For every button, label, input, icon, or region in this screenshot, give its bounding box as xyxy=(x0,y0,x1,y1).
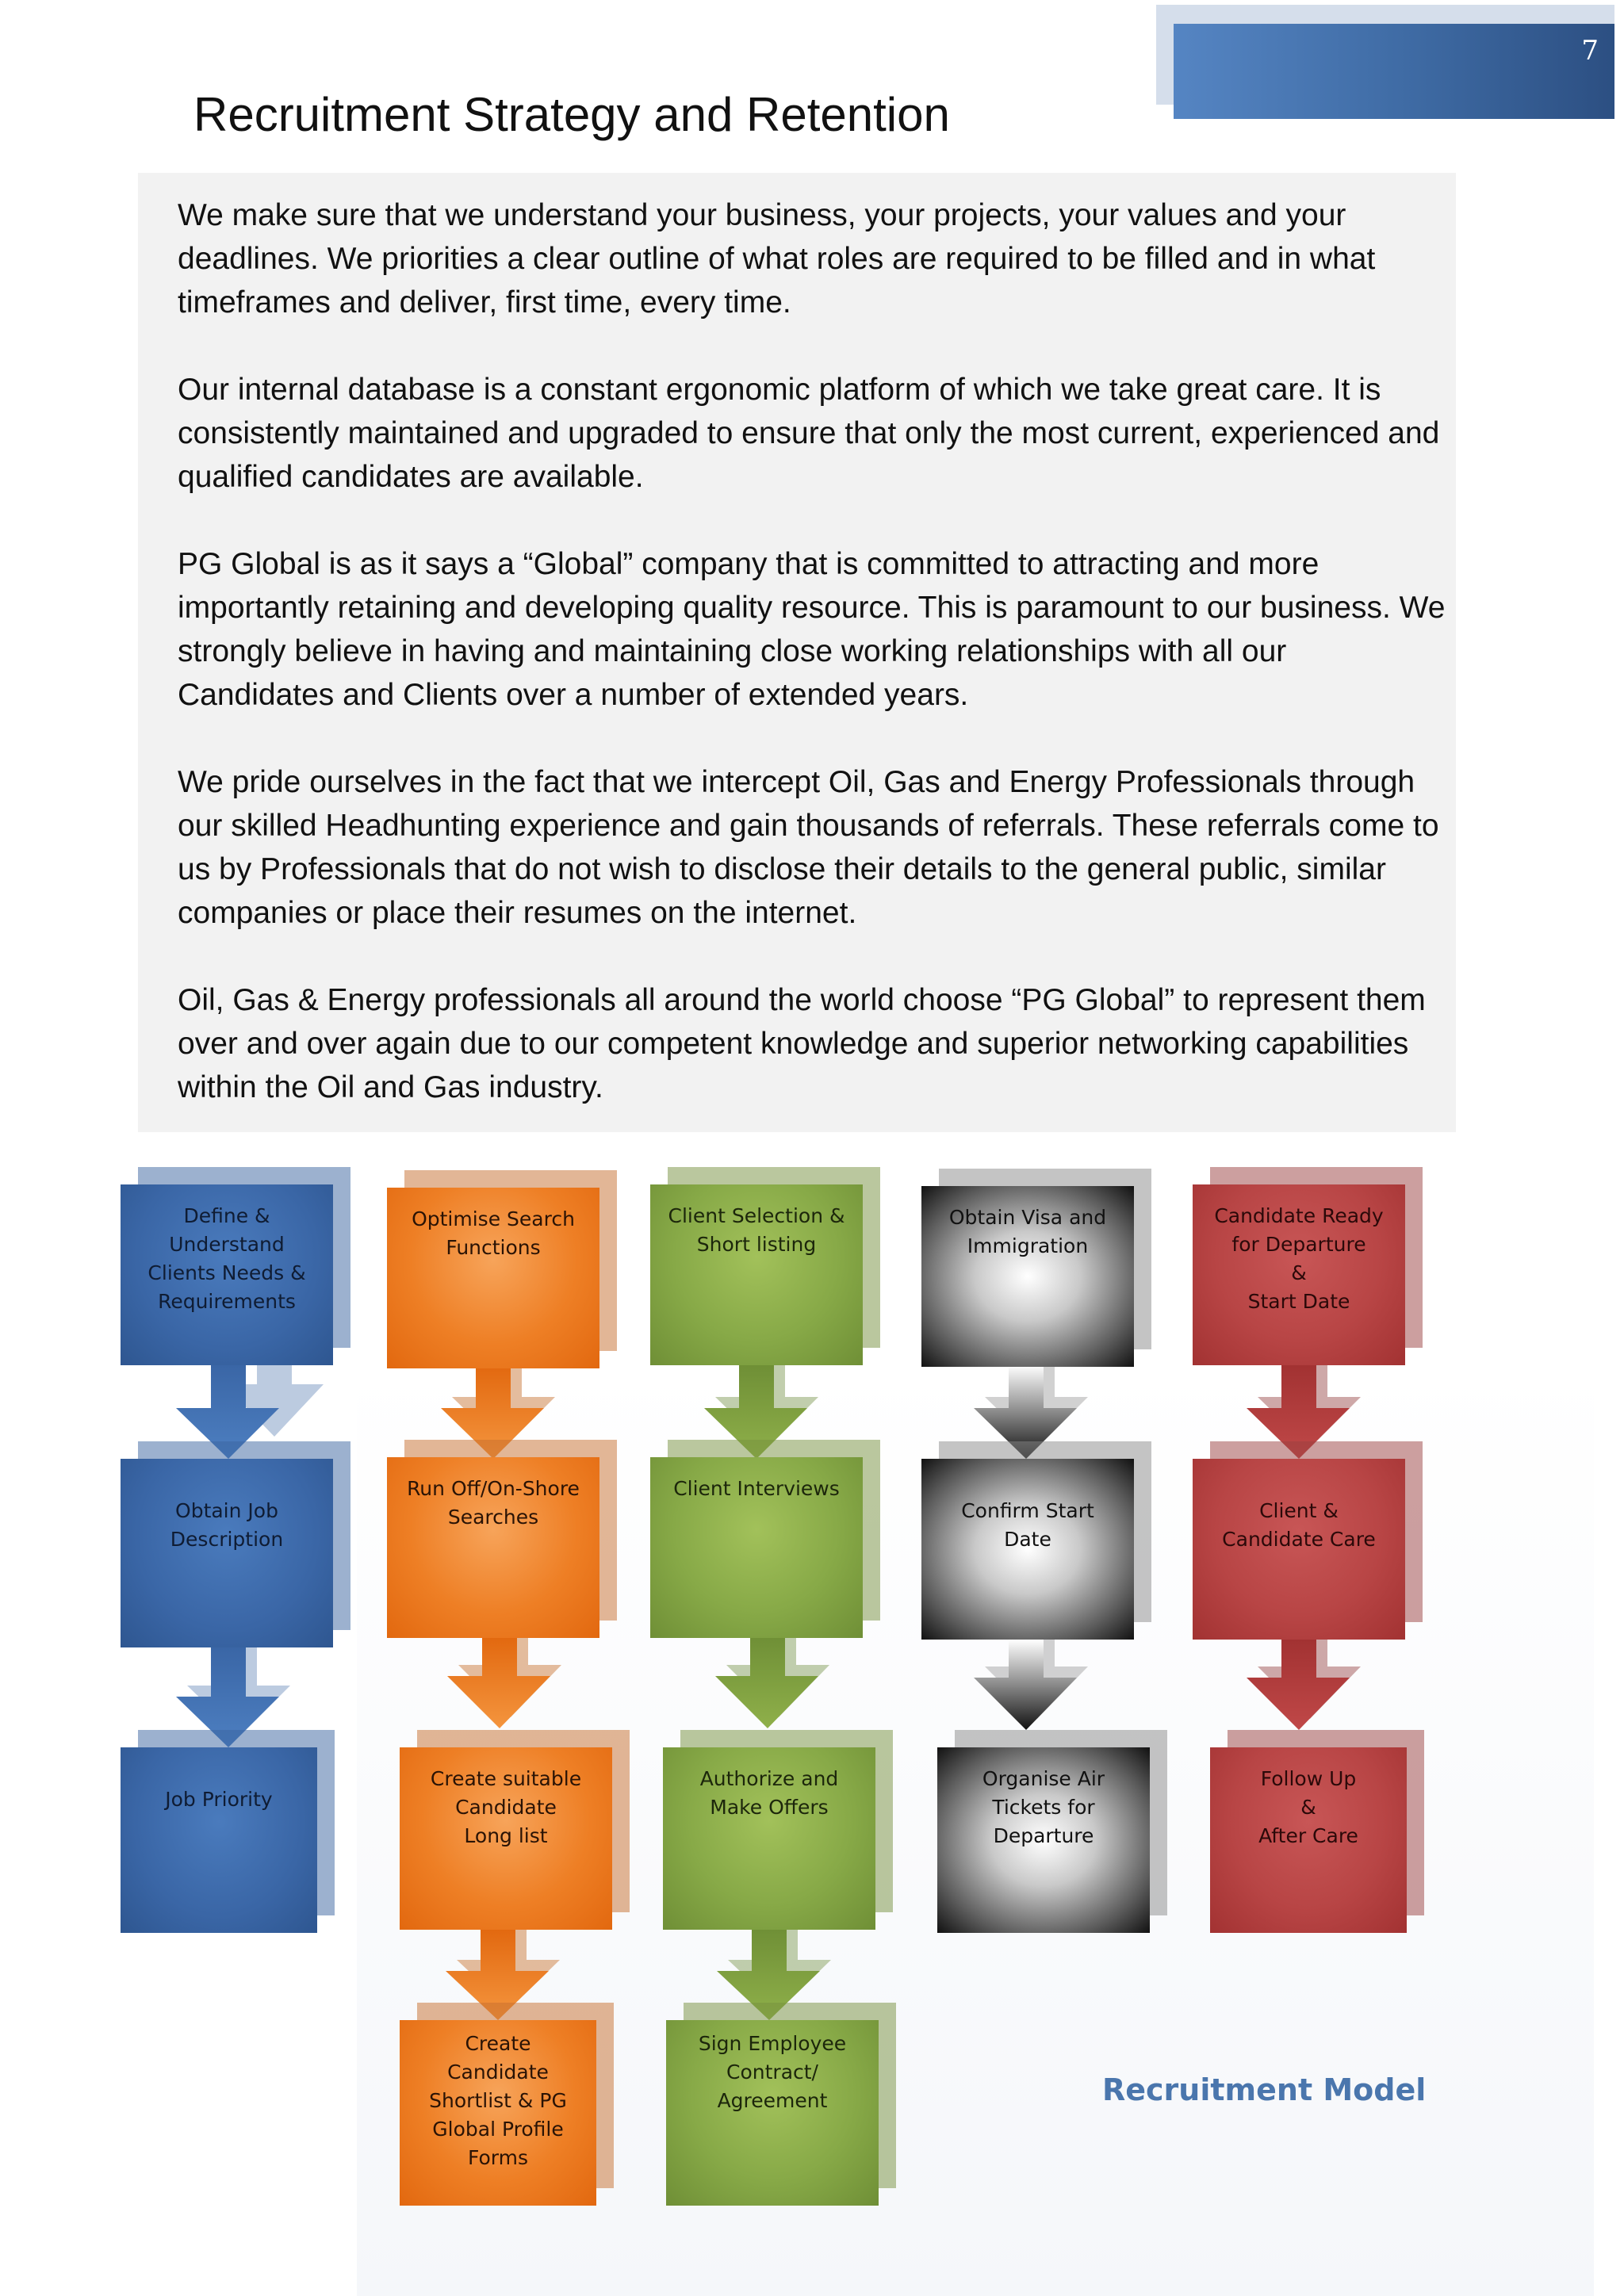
step-run-searches xyxy=(387,1457,599,1638)
step-define-understand-needs xyxy=(121,1184,333,1365)
step-client-selection xyxy=(650,1184,863,1365)
step-label: Run Off/On-Shore Searches xyxy=(387,1457,599,1638)
step-authorize-offers xyxy=(663,1747,875,1930)
step-label: Obtain Job Description xyxy=(121,1459,333,1647)
step-label: Obtain Visa and Immigration xyxy=(921,1186,1134,1367)
step-label: Candidate Ready for Departure & Start Date xyxy=(1193,1184,1405,1365)
step-label: Sign Employee Contract/ Agreement xyxy=(666,2020,879,2206)
step-confirm-start-date xyxy=(921,1459,1134,1640)
step-label: Define & Understand Clients Needs & Requirements xyxy=(121,1184,333,1365)
step-candidate-ready xyxy=(1193,1184,1405,1365)
step-create-long-list xyxy=(400,1747,612,1930)
step-client-interviews xyxy=(650,1457,863,1638)
arrow-green-2 xyxy=(715,1625,829,1728)
arrow-black-2 xyxy=(974,1628,1088,1730)
paragraph-5: Oil, Gas & Energy professionals all around the world choose “PG Global” to represent them over and over again due to our competent knowledge and superior networking capabilities within the Oil and Gas industry. xyxy=(178,983,1426,1104)
step-label: Confirm Start Date xyxy=(921,1459,1134,1640)
step-label: Client Interviews xyxy=(650,1457,863,1638)
page-number: 7 xyxy=(1581,35,1599,67)
step-sign-contract xyxy=(666,2020,879,2206)
step-label: Create Candidate Shortlist & PG Global Profile Forms xyxy=(400,2020,596,2206)
step-organise-tickets xyxy=(937,1747,1150,1933)
step-obtain-job-description xyxy=(121,1459,333,1647)
step-label: Follow Up & After Care xyxy=(1210,1747,1407,1933)
step-label: Organise Air Tickets for Departure xyxy=(937,1747,1150,1933)
paragraph-1: We make sure that we understand your business, your projects, your values and your deadlines. We priorities a clear outline of what roles are required to be filled and in what timeframes and deliver, first time, every time. xyxy=(178,198,1376,320)
step-create-shortlist xyxy=(400,2020,596,2206)
page-title: Recruitment Strategy and Retention xyxy=(193,88,950,141)
step-client-candidate-care xyxy=(1193,1459,1405,1640)
step-label: Create suitable Candidate Long list xyxy=(400,1747,612,1930)
step-label: Optimise Search Functions xyxy=(387,1188,599,1368)
diagram-label: Recruitment Model xyxy=(1102,2072,1427,2107)
step-job-priority xyxy=(121,1747,317,1933)
arrow-orange-2 xyxy=(447,1625,561,1728)
step-optimise-search xyxy=(387,1188,599,1368)
arrow-red-2 xyxy=(1247,1628,1361,1730)
step-label: Authorize and Make Offers xyxy=(663,1747,875,1930)
step-follow-up xyxy=(1210,1747,1407,1933)
step-label: Client & Candidate Care xyxy=(1193,1459,1405,1640)
step-label: Job Priority xyxy=(121,1747,317,1933)
step-obtain-visa xyxy=(921,1186,1134,1367)
paragraph-4: We pride ourselves in the fact that we intercept Oil, Gas and Energy Professionals through our skilled Headhunting experience and gain thousands of referrals. These referrals come to us by Professionals that do not wish to disclose their details to the general public, similar companies or place their resumes on the internet. xyxy=(178,765,1439,930)
step-label: Client Selection & Short listing xyxy=(650,1184,863,1365)
paragraph-2: Our internal database is a constant ergonomic platform of which we take great care. It is consistently maintained and upgraded to ensure that only the most current, experienced and qualified candidates are available. xyxy=(178,373,1440,494)
paragraph-3: PG Global is as it says a “Global” company that is committed to attracting and more importantly retaining and developing quality resource. This is paramount to our business. We strongly believe in having and maintaining close working relationships with all our Candidates and Clients over a number of extended years. xyxy=(178,547,1446,712)
